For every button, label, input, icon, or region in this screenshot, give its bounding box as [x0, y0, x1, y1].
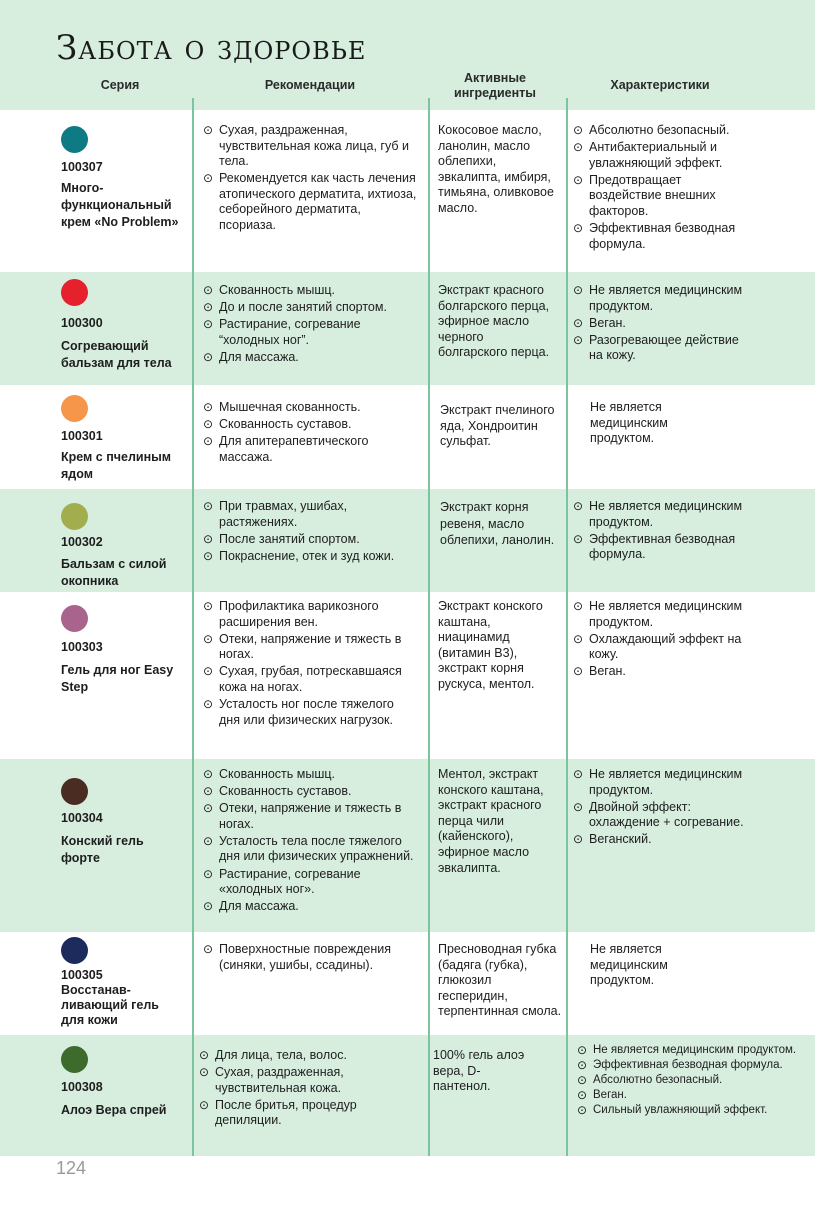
list-item: ⊙ Скованность мышц.: [203, 767, 418, 783]
list-item: ⊙ Веган.: [577, 1089, 809, 1103]
recommendations-list: [203, 123, 418, 235]
list-item: ⊙ Сухая, раздраженная, чувствительная кожа.: [199, 1065, 421, 1096]
list-item: ⊙ Поверхностные повреждения (синяки, ушибы, ссадины).: [203, 942, 418, 973]
list-item: ⊙ Скованность суставов.: [203, 417, 418, 433]
column-header-characteristics: Характеристики: [610, 78, 710, 92]
product-code: 100303: [61, 640, 103, 654]
column-header-ingredients: Активные ингредиенты: [454, 71, 536, 100]
ingredients-text: Ментол, экстракт конского каштана, экстракт красного перца чили (кайенского), эфирное масло эвкалипта.: [438, 767, 544, 875]
ingredients-text: Экстракт корня ревеня, масло облепихи, ланолин.: [440, 500, 555, 547]
product-code: 100305: [61, 968, 103, 982]
product-name: Согревающий бальзам для тела: [61, 339, 172, 370]
product-code: 100307: [61, 160, 103, 174]
list-item: ⊙ Усталость тела после тяжелого дня или физических упражнений.: [203, 834, 418, 865]
column-divider: [566, 98, 568, 1156]
product-color-dot: [61, 503, 88, 530]
ingredients-text: 100% гель алоэ вера, D-пантенол.: [433, 1048, 525, 1094]
ingredients-text: Экстракт пчелиного яда, Хондроитин сульфат.: [440, 403, 555, 449]
product-code: 100302: [61, 535, 103, 549]
recommendations-list: [203, 767, 418, 916]
product-color-dot: [61, 937, 88, 964]
list-item: ⊙ Абсолютно безопасный.: [577, 1074, 809, 1088]
product-code: 100300: [61, 316, 103, 330]
product-color-dot: [61, 395, 88, 422]
product-name: Алоэ Вера спрей: [61, 1103, 167, 1117]
list-item: ⊙ Скованность мышц.: [203, 283, 418, 299]
list-item: ⊙ Веган.: [573, 664, 748, 680]
list-item: ⊙ Для лица, тела, волос.: [199, 1048, 421, 1064]
characteristics-text: Не является медицинским продуктом.: [590, 400, 668, 446]
product-color-dot: [61, 126, 88, 153]
recommendations-list: [199, 1048, 421, 1130]
product-color-dot: [61, 605, 88, 632]
list-item: ⊙ Сухая, раздраженная, чувствительная кожа лица, губ и тела.: [203, 123, 418, 170]
characteristics-list: [573, 123, 748, 254]
recommendations-list: [203, 400, 418, 467]
list-item: ⊙ Охлаждающий эффект на кожу.: [573, 632, 748, 663]
list-item: ⊙ Эффективная безводная формула.: [577, 1059, 809, 1073]
characteristics-list: [573, 767, 748, 849]
list-item: ⊙ Не является медицинским продуктом.: [573, 767, 748, 798]
list-item: ⊙ После занятий спортом.: [203, 532, 418, 548]
list-item: ⊙ Разогревающее действие на кожу.: [573, 333, 748, 364]
ingredients-text: Пресноводная губка (бадяга (губка), глюкозил гесперидин, терпентинная смола.: [438, 942, 562, 1019]
column-divider: [428, 98, 430, 1156]
product-color-dot: [61, 279, 88, 306]
list-item: ⊙ Для апитерапевтического массажа.: [203, 434, 418, 465]
product-code: 100308: [61, 1080, 103, 1094]
list-item: ⊙ Профилактика варикозного расширения вен.: [203, 599, 418, 630]
product-name: Гель для ног Easy Step: [61, 663, 174, 694]
column-divider: [192, 98, 194, 1156]
product-color-dot: [61, 778, 88, 805]
list-item: ⊙ Растирание, согревание “холодных ног”.: [203, 317, 418, 348]
ingredients-text: Кокосовое масло, ланолин, масло облепихи, эвкалипта, имбиря, тимьяна, оливковое масло.: [438, 123, 554, 215]
list-item: ⊙ Сухая, грубая, потрескавшаяся кожа на ногах.: [203, 664, 418, 695]
list-item: ⊙ При травмах, ушибах, растяжениях.: [203, 499, 418, 530]
list-item: ⊙ После бритья, процедур депиляции.: [199, 1098, 421, 1129]
list-item: ⊙ Не является медицинским продуктом.: [573, 283, 748, 314]
list-item: ⊙ Для массажа.: [203, 899, 418, 915]
recommendations-list: [203, 599, 418, 730]
page-number: 124: [56, 1158, 87, 1178]
list-item: ⊙ Мышечная скованность.: [203, 400, 418, 416]
list-item: ⊙ Отеки, напряжение и тяжесть в ногах.: [203, 801, 418, 832]
list-item: ⊙ Растирание, согревание «холодных ног».: [203, 867, 418, 898]
list-item: ⊙ Скованность суставов.: [203, 784, 418, 800]
list-item: ⊙ Не является медицинским продуктом.: [573, 599, 748, 630]
product-name: Крем с пчелиным ядом: [61, 450, 172, 481]
page-title: Забота о здоровье: [56, 28, 367, 68]
characteristics-list: [573, 499, 748, 564]
list-item: ⊙ До и после занятий спортом.: [203, 300, 418, 316]
ingredients-text: Экстракт красного болгарского перца, эфирное масло черного болгарского перца.: [438, 283, 550, 360]
product-name: Восстанав-ливающий гель для кожи: [61, 983, 159, 1027]
list-item: ⊙ Эффективная безводная формула.: [573, 532, 748, 563]
characteristics-list: [577, 1044, 809, 1119]
column-header-series: Серия: [100, 78, 140, 92]
product-color-dot: [61, 1046, 88, 1073]
recommendations-list: [203, 283, 418, 367]
characteristics-list: [573, 599, 748, 681]
list-item: ⊙ Усталость ног после тяжелого дня или физических нагрузок.: [203, 697, 418, 728]
product-code: 100304: [61, 811, 103, 825]
list-item: ⊙ Предотвращает воздействие внешних факторов.: [573, 173, 748, 220]
ingredients-text: Экстракт конского каштана, ниацинамид (витамин В3), экстракт корня рускуса, ментол.: [438, 599, 543, 691]
list-item: ⊙ Эффективная безводная формула.: [573, 221, 748, 252]
list-item: ⊙ Веганский.: [573, 832, 748, 848]
recommendations-list: [203, 499, 418, 566]
product-name: Конский гель форте: [61, 834, 144, 865]
list-item: ⊙ Антибактериальный и увлажняющий эффект.: [573, 140, 748, 171]
list-item: ⊙ Не является медицинским продуктом.: [577, 1044, 809, 1058]
characteristics-list: [573, 283, 748, 365]
product-code: 100301: [61, 429, 103, 443]
product-name: Бальзам с силой окопника: [61, 557, 167, 588]
recommendations-list: [203, 942, 418, 975]
characteristics-text: Не является медицинским продуктом.: [590, 942, 668, 988]
list-item: ⊙ Двойной эффект: охлаждение + согревание.: [573, 800, 748, 831]
list-item: ⊙ Не является медицинским продуктом.: [573, 499, 748, 530]
list-item: ⊙ Отеки, напряжение и тяжесть в ногах.: [203, 632, 418, 663]
list-item: ⊙ Рекомендуется как часть лечения атопического дерматита, ихтиоза, себорейного дерматита, псориаза.: [203, 171, 418, 233]
list-item: ⊙ Сильный увлажняющий эффект.: [577, 1104, 809, 1118]
list-item: ⊙ Для массажа.: [203, 350, 418, 366]
column-header-recommendations: Рекомендации: [264, 78, 356, 92]
list-item: ⊙ Абсолютно безопасный.: [573, 123, 748, 139]
product-name: Много-функциональный крем «No Problem»: [61, 181, 179, 229]
list-item: ⊙ Веган.: [573, 316, 748, 332]
list-item: ⊙ Покраснение, отек и зуд кожи.: [203, 549, 418, 565]
